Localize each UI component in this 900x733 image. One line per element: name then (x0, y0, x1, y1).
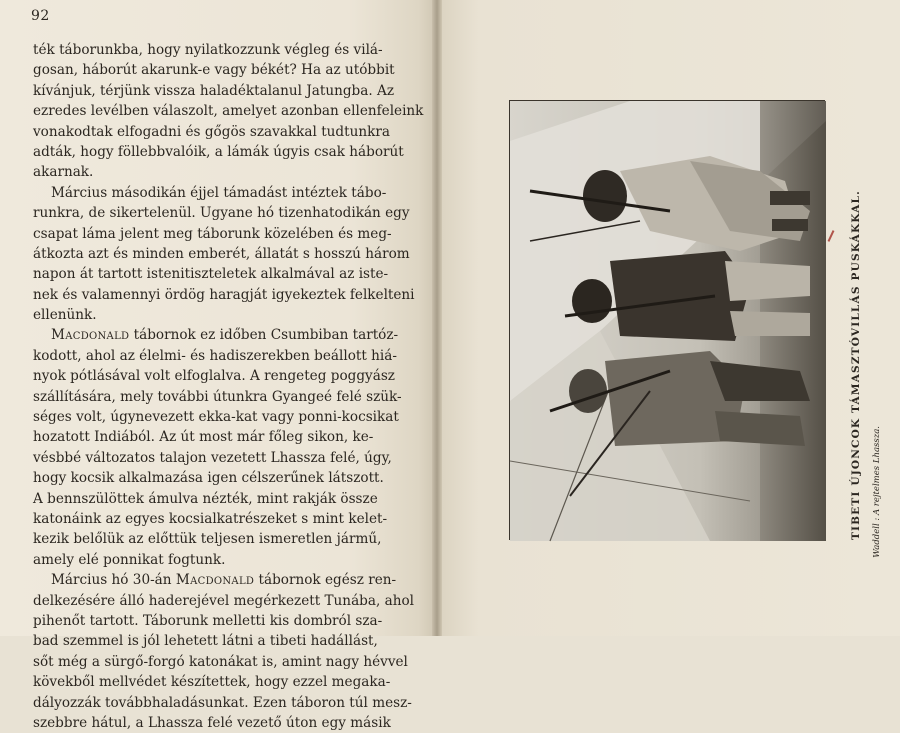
left-page (0, 0, 436, 731)
photograph-illustration (510, 101, 826, 541)
text-line: kezik belőlük az előttük teljesen ismeretlen jármű, (33, 531, 382, 548)
text-line: bad szemmel is jól lehetett látni a tibeti hadállást, (33, 633, 378, 650)
photograph-plate (509, 100, 825, 540)
text-line: kívánjuk, térjünk vissza haladéktalanul Jatungba. Az (33, 82, 394, 99)
person-name: Macdonald (51, 327, 130, 344)
text-line: szebbre hátul, a Lhassza felé vezető úton egy másik (33, 714, 391, 731)
text-line: runkra, de sikertelenül. Ugyane hó tizenhatodikán egy (33, 205, 410, 222)
text-fragment: tábornok ez időben Csumbiban tartóz- (129, 327, 399, 344)
text-line: dályozzák továbbhaladásunkat. Ezen táboron túl mesz- (33, 694, 412, 711)
text-line: delkezésére álló haderejével megérkezett Tunába, ahol (33, 592, 415, 609)
text-line: ezredes levélben válaszolt, amelyet azonban ellenfeleink (33, 103, 424, 120)
text-line: vonakodtak elfogadni és gőgös szavakkal tudtunkra (33, 123, 390, 140)
text-line: szállítására, mely további útunkra Gyangeé felé szük- (33, 388, 402, 405)
text-line: átkozta azt és minden emberét, állatát s hosszú három (33, 245, 410, 262)
text-line (33, 325, 399, 345)
text-line: akarnak. (33, 164, 94, 181)
text-fragment: Március hó 30-án (51, 572, 176, 589)
plate-caption: TIBETI ÚJONCOK TÁMASZTÓVILLÁS PUSKÁKKAL. (850, 190, 862, 541)
text-line (33, 570, 397, 590)
paragraph-2 (33, 183, 415, 326)
book-gutter (432, 0, 442, 636)
paragraph-3 (33, 325, 402, 570)
page-number: 92 (31, 8, 50, 24)
plate-credit: Waddell : A rejtelmes Lhassza. (872, 426, 882, 558)
text-fragment: tábornok egész ren- (254, 572, 397, 589)
text-line: napon át tartott istenitiszteletek alkalmával az iste- (33, 266, 389, 283)
person-name: Macdonald (175, 572, 255, 589)
text-line: katonáink az egyes kocsialkatrészeket s mint kelet- (33, 510, 388, 527)
body-text (33, 40, 424, 733)
text-line: adták, hogy föllebbvalóik, a lámák úgyis csak háborút (33, 143, 404, 160)
text-line: hozatott Indiából. Az út most már főleg sikon, ke- (33, 429, 374, 446)
text-line: ték táborunkba, hogy nyilatkozzunk végleg és vilá- (33, 42, 383, 58)
text-line: kodott, ahol az élelmi- és hadiszerekben beállott hiá- (33, 347, 397, 364)
text-line: nek és valamennyi ördög haragját igyekeztek felkelteni (33, 286, 415, 303)
text-line: hogy kocsik alkalmazása igen célszerűnek látszott. (33, 470, 384, 487)
paragraph-4 (33, 570, 415, 733)
text-line: vésbbé változatos talajon vezetett Lhassza felé, úgy, (33, 449, 392, 466)
text-line: amely elé ponnikat fogtunk. (33, 551, 226, 568)
text-line: ellenünk. (33, 307, 97, 324)
text-line: nyok pótlásával volt elfoglalva. A rengeteg poggyász (33, 368, 395, 385)
text-line: kövekből mellvédet készítettek, hogy ezzel megaka- (33, 674, 391, 691)
paragraph-1 (33, 40, 424, 183)
text-line: Március másodikán éjjel támadást intéztek tábo- (51, 184, 387, 201)
text-line: séges volt, úgynevezett ekka-kat vagy ponni-kocsikat (33, 409, 399, 426)
text-line: pihenőt tartott. Táborunk melletti kis dombról sza- (33, 612, 383, 629)
text-line: A bennszülöttek ámulva nézték, mint rakják össze (33, 490, 378, 507)
text-line: csapat láma jelent meg táborunk közelében és meg- (33, 225, 392, 242)
text-line: sőt még a sürgő-forgó katonákat is, amint nagy hévvel (33, 653, 408, 670)
text-line: gosan, háborút akarunk-e vagy békét? Ha az utóbbit (33, 62, 395, 79)
